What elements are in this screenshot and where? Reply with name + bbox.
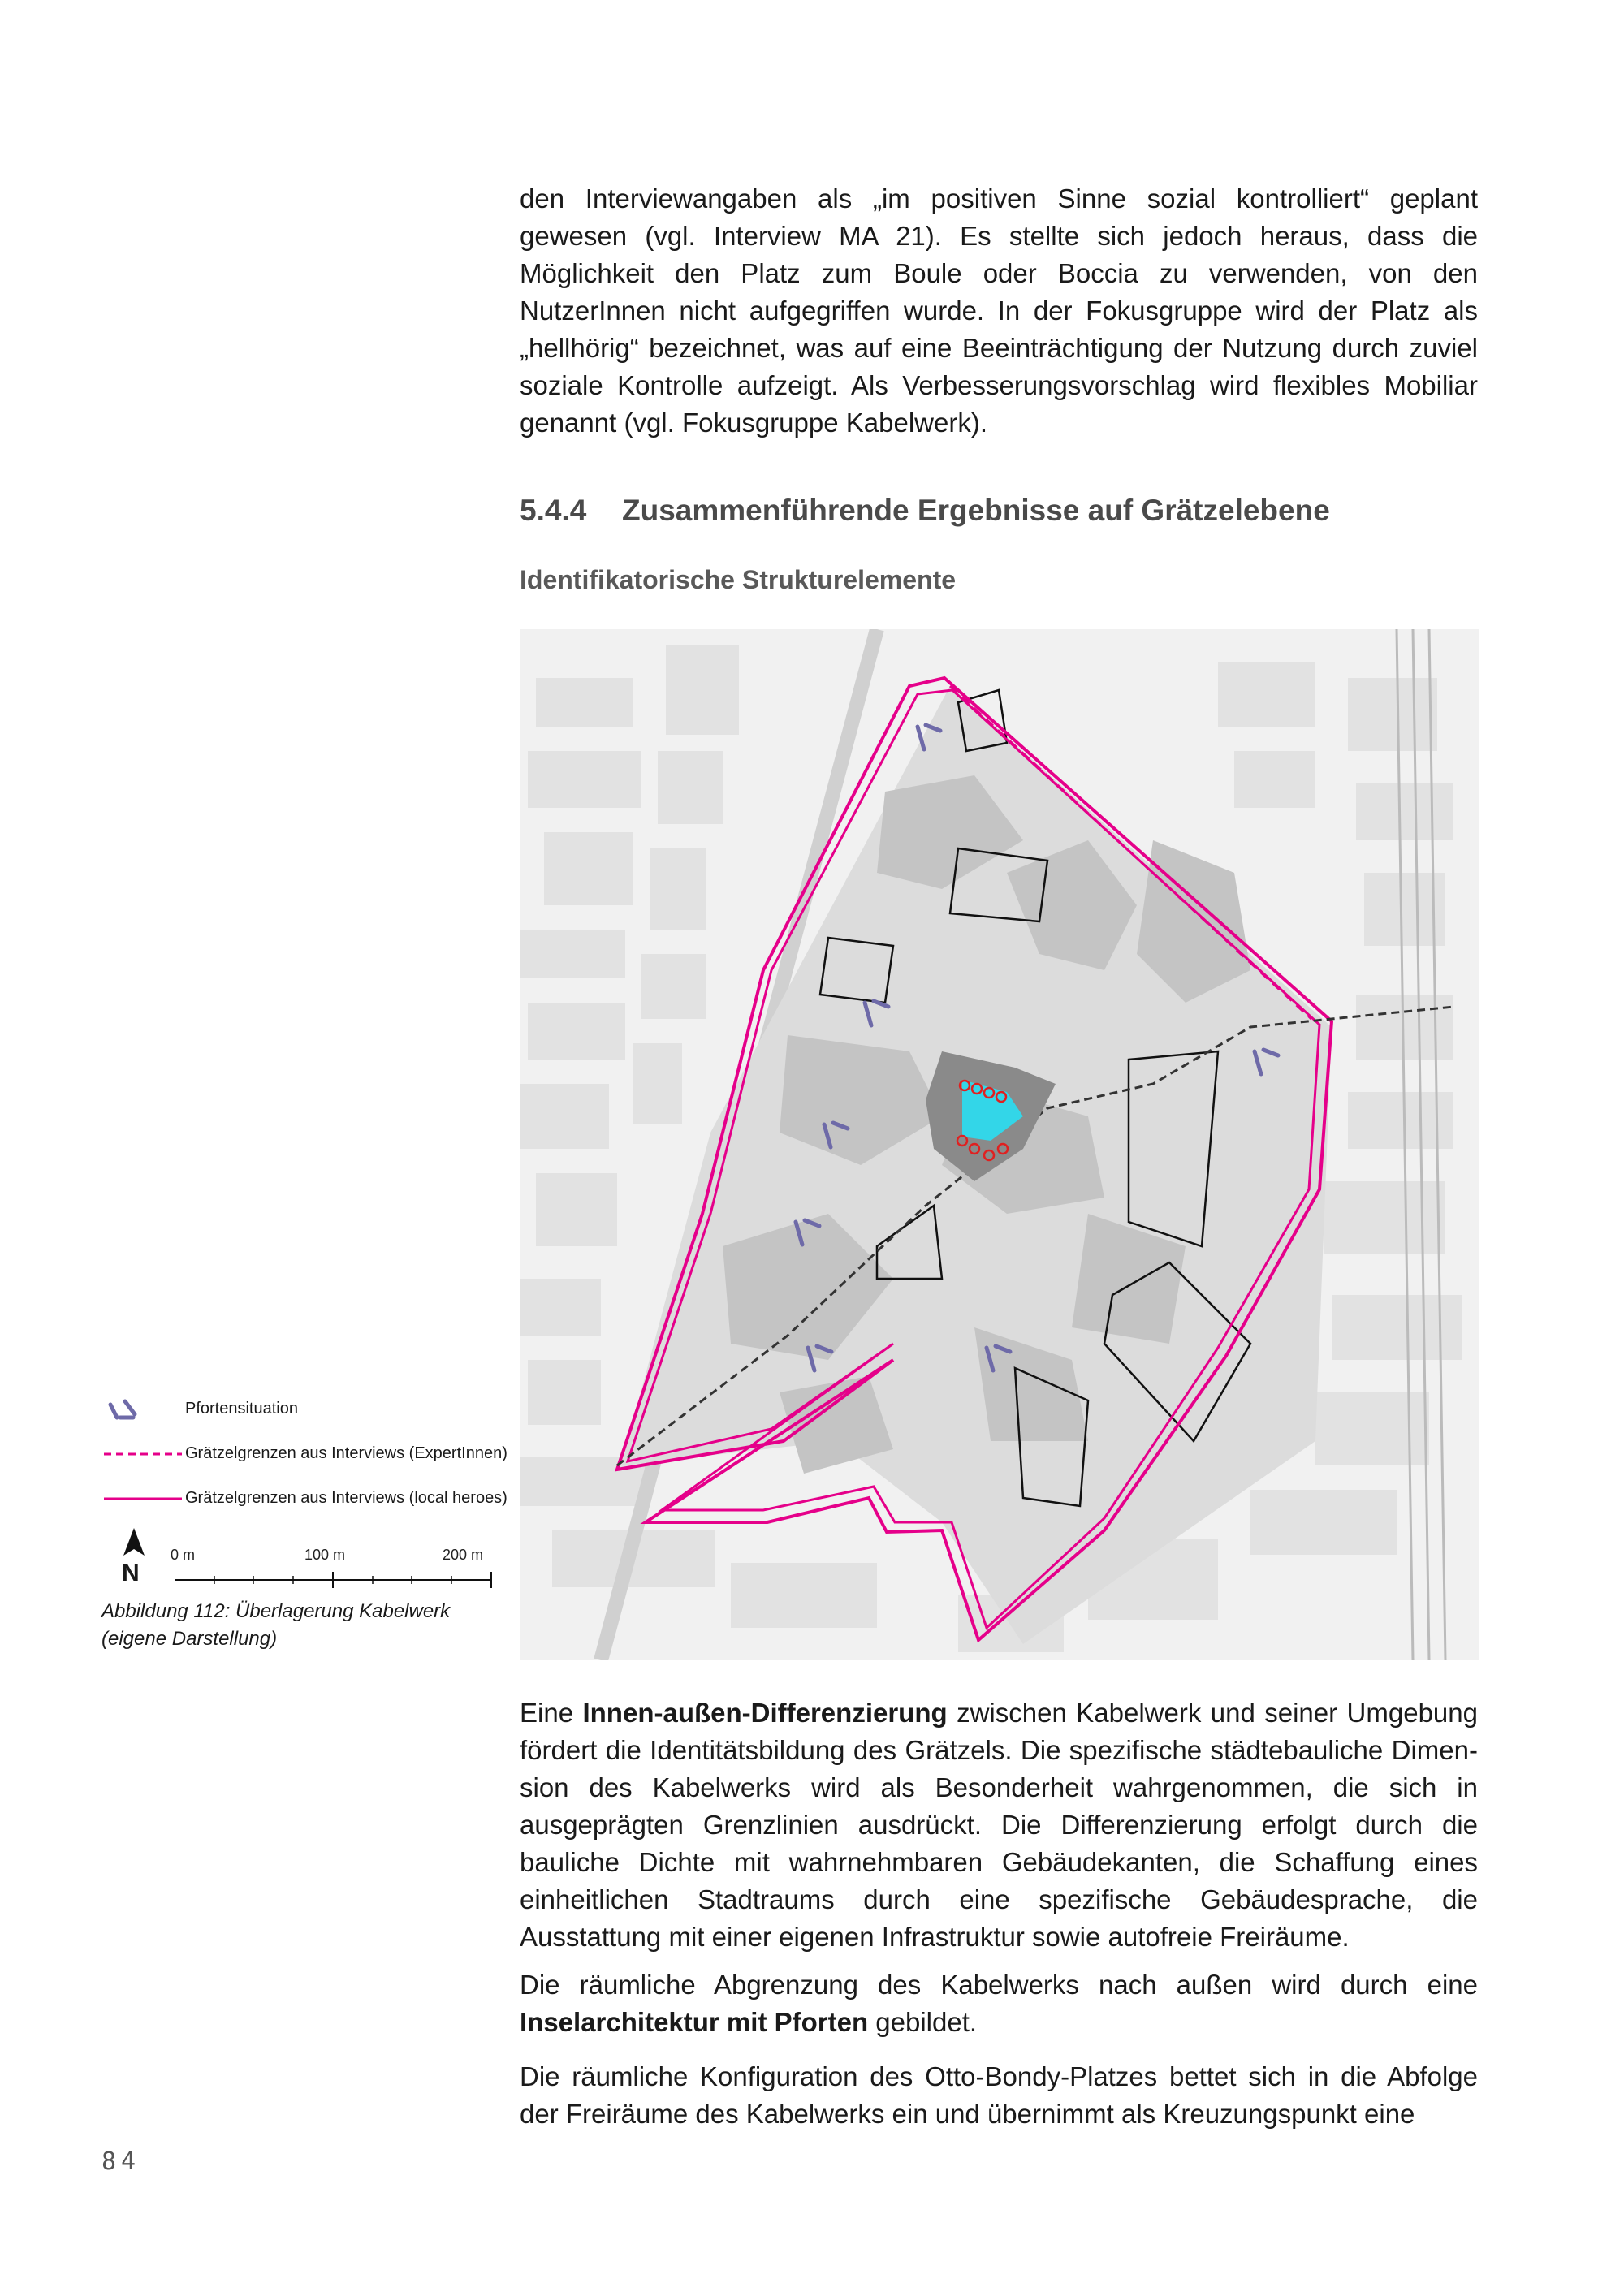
gate-icon bbox=[104, 1396, 153, 1421]
body-paragraph-b bbox=[520, 1966, 1478, 2041]
north-arrow bbox=[122, 1528, 146, 1585]
dashed-line-icon bbox=[104, 1441, 182, 1465]
para-b-bold: Inselarchitektur mit Pforten bbox=[520, 2007, 869, 2037]
para-b-text-2: gebildet. bbox=[868, 2007, 978, 2037]
legend-local bbox=[104, 1486, 526, 1510]
map-figure bbox=[520, 629, 1479, 1660]
site-map bbox=[520, 629, 1479, 1660]
page-number: 84 bbox=[102, 2147, 141, 2176]
para-a-text-2: zwischen Kabelwerk und seiner Umgebung fördert die Identitätsbildung des Grätzels. Die spezifische städtebauliche Dimen-sion des Kabelwerks wird als Besonderheit wahrgenommen, die sich in ausgeprägten Grenzlinien ausdrückt. Die Differenzierung erfolgt durch die bauliche Dichte mit wahrnehmbaren Gebäudekanten, die Schaffung eines einheitlichen Stadtraums durch eine spezifische Gebäudesprache, die Ausstattung mit einer eigenen Infrastruktur sowie autofreie Freiräume. bbox=[520, 1698, 1478, 1952]
para-b-text-1: Die räumliche Abgrenzung des Kabelwerks nach außen wird durch eine bbox=[520, 1970, 1478, 2000]
section-number: 5.4.4 bbox=[520, 494, 587, 527]
para-a-text-1: Eine bbox=[520, 1698, 583, 1728]
solid-line-icon bbox=[104, 1486, 182, 1510]
para-a-bold: Innen-außen-Differenzierung bbox=[582, 1698, 948, 1728]
body-paragraph-top: den Interviewangaben als „im positiven Sinne sozial kontrolliert“ geplant gewesen (vgl. Interview MA 21). Es stellte sich jedoch heraus, dass die Möglichkeit den Platz zum Boule oder Boccia zu verwenden, von den NutzerInnen nicht aufgegriffen wurde. In der Fokusgruppe wird der Platz als „hellhörig“ bezeichnet, was auf eine Beeinträchtigung der Nutzung durch zuviel soziale Kontrolle aufzeigt. Als Verbesserungsvorschlag wird flexibles Mobiliar genannt (vgl. Fokusgruppe Kabelwerk). bbox=[520, 183, 1478, 438]
scale-label-200: 200 m bbox=[443, 1547, 484, 1563]
scale-label-0: 0 m bbox=[171, 1547, 196, 1563]
legend-local-label: Grätzelgrenzen aus Interviews (local heroes) bbox=[185, 1489, 508, 1507]
section-title: Zusammenführende Ergebnisse auf Grätzelebene bbox=[622, 494, 1330, 527]
scale-line bbox=[175, 1569, 495, 1590]
scale-label-100: 100 m bbox=[304, 1547, 346, 1563]
body-paragraph-c: Die räumliche Konfiguration des Otto-Bondy-Platzes bettet sich in die Abfolge der Freiräume des Kabelwerks ein und übernimmt als Kreuzungspunkt eine bbox=[520, 2061, 1478, 2129]
caption-line-1: Abbildung 112: Überlagerung Kabelwerk bbox=[102, 1600, 451, 1622]
scale-bar bbox=[171, 1547, 491, 1595]
north-arrow-icon bbox=[122, 1528, 146, 1557]
section-heading bbox=[520, 494, 1330, 528]
legend-gate-label: Pfortensituation bbox=[185, 1400, 298, 1418]
legend-expert bbox=[104, 1441, 526, 1465]
body-paragraph-a bbox=[520, 1694, 1478, 1956]
north-label: N bbox=[122, 1560, 140, 1586]
legend-expert-label: Grätzelgrenzen aus Interviews (ExpertInnen) bbox=[185, 1444, 508, 1462]
figure-caption bbox=[102, 1598, 491, 1653]
legend-gate bbox=[104, 1396, 526, 1421]
caption-line-2: (eigene Darstellung) bbox=[102, 1628, 278, 1650]
subsection-heading: Identifikatorische Strukturelemente bbox=[520, 565, 957, 594]
